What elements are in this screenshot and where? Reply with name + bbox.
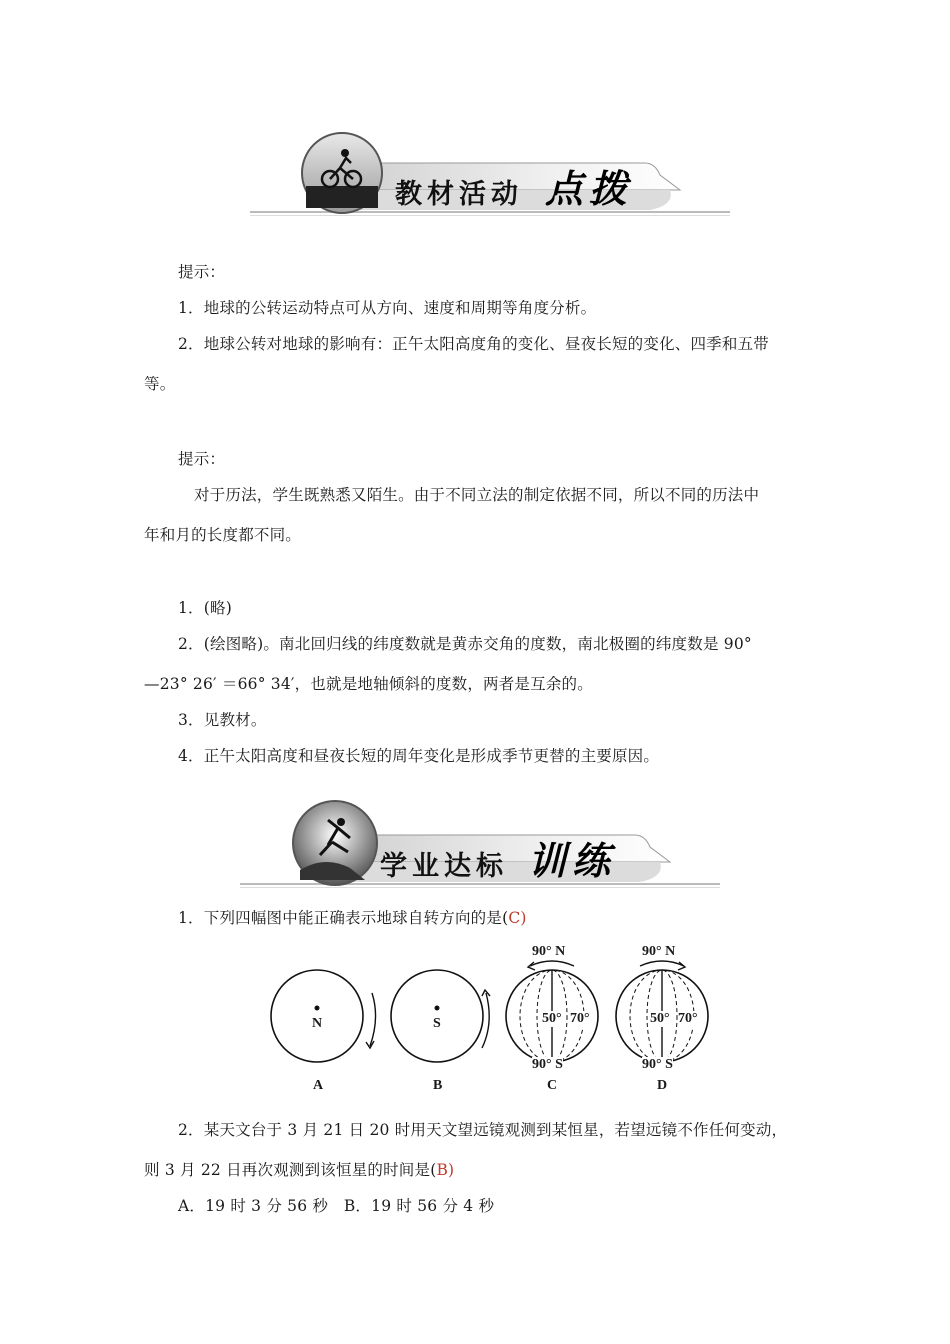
pole-label: 90° S xyxy=(642,1057,673,1072)
banner-title-emphasis: 训练 xyxy=(528,839,617,883)
hint-label: 提示： xyxy=(178,263,226,281)
section-banner-practice xyxy=(240,800,740,892)
pole-label: N xyxy=(312,1016,323,1031)
paragraph: 2．地球公转对地球的影响有：正午太阳高度角的变化、昼夜长短的变化、四季和五带 xyxy=(178,335,769,353)
answer: C xyxy=(508,909,521,927)
pole-label: 90° N xyxy=(532,944,566,959)
meridian-label: 50° xyxy=(542,1011,562,1026)
answer-bracket: ) xyxy=(448,1161,455,1179)
figure-label-a: A xyxy=(313,1078,324,1093)
question-text: 1．下列四幅图中能正确表示地球自转方向的是( xyxy=(178,909,509,927)
pole-label: 90° S xyxy=(532,1057,563,1072)
pole-label: S xyxy=(433,1016,441,1031)
meridian-label: 50° xyxy=(650,1011,670,1026)
rotation-diagrams xyxy=(262,938,722,1098)
paragraph: 1．(略) xyxy=(178,599,232,617)
answer-bracket: ) xyxy=(520,909,527,927)
paragraph: 1．地球的公转运动特点可从方向、速度和周期等角度分析。 xyxy=(178,299,597,317)
hint-label: 提示： xyxy=(178,450,226,468)
section-banner-textbook-activity xyxy=(250,130,740,222)
paragraph: 3．见教材。 xyxy=(178,711,267,729)
pole-label: 90° N xyxy=(642,944,676,959)
banner-title: 教材活动 xyxy=(395,179,523,210)
paragraph: 等。 xyxy=(144,375,176,393)
question-2-continued xyxy=(144,1160,454,1180)
banner-title: 学业达标 xyxy=(380,851,508,882)
paragraph: 对于历法，学生既熟悉又陌生。由于不同立法的制定依据不同，所以不同的历法中 xyxy=(194,486,760,504)
figure-label-b: B xyxy=(433,1078,443,1093)
paragraph: 4．正午太阳高度和昼夜长短的周年变化是形成季节更替的主要原因。 xyxy=(178,747,660,765)
question-1 xyxy=(178,908,527,928)
meridian-label: 70° xyxy=(570,1011,590,1026)
answer-options: A．19 时 3 分 56 秒 B．19 时 56 分 4 秒 xyxy=(178,1197,495,1215)
figure-label-d: D xyxy=(657,1078,668,1093)
figure-label-c: C xyxy=(547,1078,558,1093)
question-text: 则 3 月 22 日再次观测到该恒星的时间是( xyxy=(144,1161,437,1179)
answer: B xyxy=(436,1161,449,1179)
banner-title-emphasis: 点拨 xyxy=(545,167,634,211)
meridian-label: 70° xyxy=(678,1011,698,1026)
paragraph: —23° 26′ ＝66° 34′，也就是地轴倾斜的度数，两者是互余的。 xyxy=(144,675,593,693)
paragraph: 2．(绘图略)。南北回归线的纬度数就是黄赤交角的度数，南北极圈的纬度数是 90° xyxy=(178,635,752,653)
paragraph: 年和月的长度都不同。 xyxy=(144,526,302,544)
question-2: 2．某天文台于 3 月 21 日 20 时用天文望远镜观测到某恒星，若望远镜不作任何变动， xyxy=(178,1121,788,1139)
